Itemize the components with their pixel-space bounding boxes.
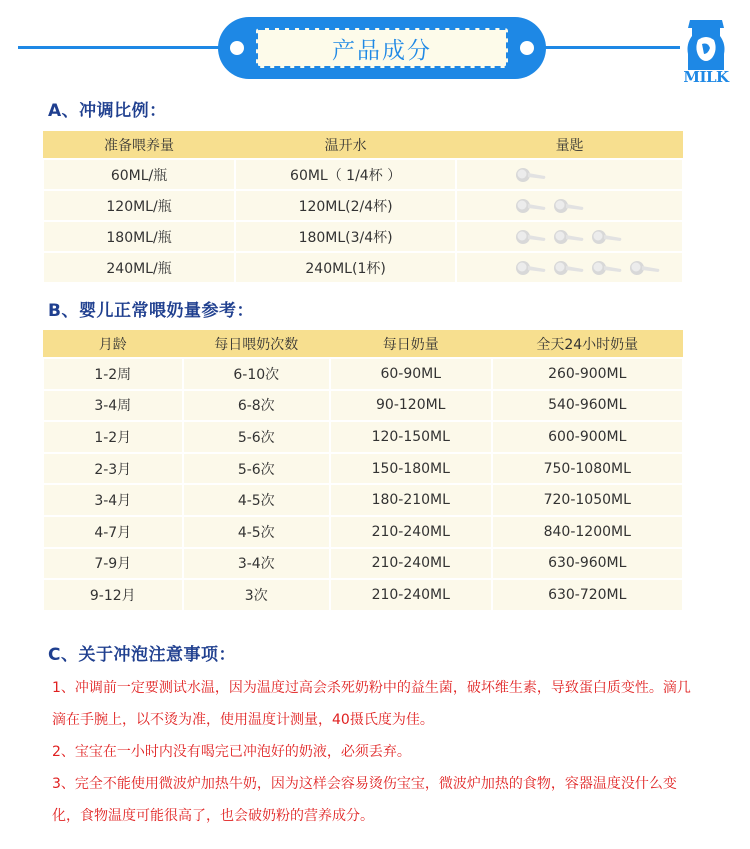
age-cell: 1-2月 <box>43 421 183 453</box>
scoop-group <box>457 197 682 215</box>
mixing-ratio-table <box>42 131 684 284</box>
note-item: 2、宝宝在一小时内没有喝完已冲泡好的奶液，必须丢弃。 <box>52 744 411 760</box>
measuring-spoon-icon <box>553 228 585 246</box>
feeds-per-day-cell: 3次 <box>183 579 330 611</box>
amount-per-feed-cell: 210-240ML <box>330 579 492 611</box>
scoop-group <box>457 259 682 277</box>
table-row <box>43 190 683 221</box>
feeds-per-day-cell: 3-4次 <box>183 548 330 580</box>
scoop-cell <box>456 252 683 283</box>
feeds-per-day-cell: 5-6次 <box>183 421 330 453</box>
column-header: 量匙 <box>456 131 683 159</box>
section-b-heading: B、婴儿正常喂奶量参考： <box>48 301 254 321</box>
table-row <box>43 484 683 516</box>
daily-total-cell: 630-960ML <box>492 548 683 580</box>
table-row <box>43 221 683 252</box>
feeding-reference-table <box>42 330 684 612</box>
table-row <box>43 548 683 580</box>
measuring-spoon-icon <box>591 259 623 277</box>
table-row <box>43 421 683 453</box>
age-cell: 7-9月 <box>43 548 183 580</box>
column-header: 每日喂奶次数 <box>183 330 330 358</box>
scoop-group <box>457 166 682 184</box>
age-cell: 9-12月 <box>43 579 183 611</box>
column-header: 月龄 <box>43 330 183 358</box>
age-cell: 1-2周 <box>43 358 183 390</box>
note-item: 1、冲调前一定要测试水温，因为温度过高会杀死奶粉中的益生菌，破坏维生素，导致蛋白质变性。滴几滴在手腕上，以不烫为准，使用温度计测量，40摄氏度为佳。 <box>52 680 691 728</box>
feed-amount-cell: 60ML/瓶 <box>43 159 235 190</box>
page-title: 产品成分 <box>256 28 508 68</box>
daily-total-cell: 750-1080ML <box>492 453 683 485</box>
amount-per-feed-cell: 180-210ML <box>330 484 492 516</box>
daily-total-cell: 540-960ML <box>492 390 683 422</box>
measuring-spoon-icon <box>629 259 661 277</box>
feed-amount-cell: 180ML/瓶 <box>43 221 235 252</box>
measuring-spoon-icon <box>553 197 585 215</box>
scoop-cell <box>456 190 683 221</box>
table-row <box>43 453 683 485</box>
water-cell: 60ML（ 1/4杯 ） <box>235 159 456 190</box>
table-row <box>43 358 683 390</box>
logo-text: MILK <box>683 68 729 86</box>
feed-amount-cell: 120ML/瓶 <box>43 190 235 221</box>
table-row <box>43 390 683 422</box>
table-row <box>43 579 683 611</box>
table-row <box>43 516 683 548</box>
amount-per-feed-cell: 60-90ML <box>330 358 492 390</box>
daily-total-cell: 720-1050ML <box>492 484 683 516</box>
column-header: 准备喂养量 <box>43 131 235 159</box>
feeds-per-day-cell: 4-5次 <box>183 516 330 548</box>
column-header: 每日奶量 <box>330 330 492 358</box>
feeds-per-day-cell: 6-10次 <box>183 358 330 390</box>
water-cell: 240ML(1杯) <box>235 252 456 283</box>
table-row <box>43 252 683 283</box>
measuring-spoon-icon <box>515 197 547 215</box>
feed-amount-cell: 240ML/瓶 <box>43 252 235 283</box>
title-banner <box>218 17 546 79</box>
amount-per-feed-cell: 210-240ML <box>330 548 492 580</box>
amount-per-feed-cell: 210-240ML <box>330 516 492 548</box>
table-row <box>43 159 683 190</box>
age-cell: 3-4周 <box>43 390 183 422</box>
measuring-spoon-icon <box>515 259 547 277</box>
section-c-heading: C、关于冲泡注意事项： <box>48 645 236 665</box>
measuring-spoon-icon <box>515 228 547 246</box>
feeds-per-day-cell: 5-6次 <box>183 453 330 485</box>
age-cell: 3-4月 <box>43 484 183 516</box>
age-cell: 4-7月 <box>43 516 183 548</box>
water-cell: 180ML(3/4杯) <box>235 221 456 252</box>
measuring-spoon-icon <box>591 228 623 246</box>
banner-hole-right <box>520 41 534 55</box>
age-cell: 2-3月 <box>43 453 183 485</box>
scoop-group <box>457 228 682 246</box>
table-header-row <box>43 131 683 159</box>
note-item: 3、完全不能使用微波炉加热牛奶，因为这样会容易烫伤宝宝，微波炉加热的食物，容器温度没什么变化，食物温度可能很高了，也会破奶粉的营养成分。 <box>52 776 677 824</box>
feeds-per-day-cell: 4-5次 <box>183 484 330 516</box>
daily-total-cell: 260-900ML <box>492 358 683 390</box>
amount-per-feed-cell: 120-150ML <box>330 421 492 453</box>
feeds-per-day-cell: 6-8次 <box>183 390 330 422</box>
column-header: 全天24小时奶量 <box>492 330 683 358</box>
scoop-cell <box>456 221 683 252</box>
daily-total-cell: 630-720ML <box>492 579 683 611</box>
daily-total-cell: 840-1200ML <box>492 516 683 548</box>
column-header: 温开水 <box>235 131 456 159</box>
scoop-cell <box>456 159 683 190</box>
daily-total-cell: 600-900ML <box>492 421 683 453</box>
banner-hole-left <box>230 41 244 55</box>
water-cell: 120ML(2/4杯) <box>235 190 456 221</box>
table-header-row <box>43 330 683 358</box>
measuring-spoon-icon <box>553 259 585 277</box>
section-a-heading: A、冲调比例： <box>48 101 167 121</box>
amount-per-feed-cell: 90-120ML <box>330 390 492 422</box>
measuring-spoon-icon <box>515 166 547 184</box>
amount-per-feed-cell: 150-180ML <box>330 453 492 485</box>
